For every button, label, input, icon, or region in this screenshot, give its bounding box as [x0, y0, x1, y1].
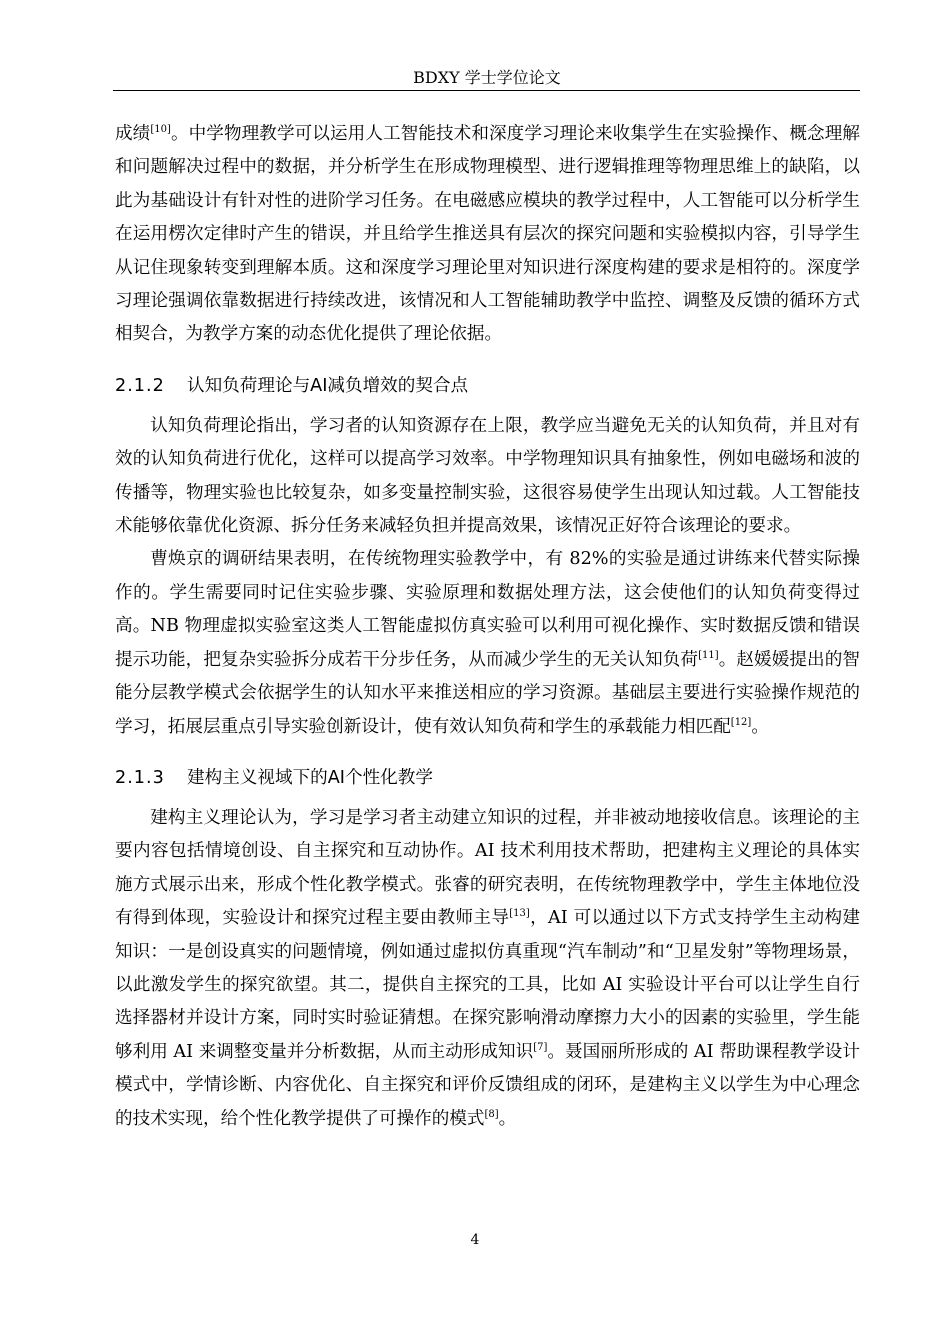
citation-ref: [7]	[533, 1041, 548, 1053]
section-number: 2.1.3	[115, 767, 165, 788]
citation-ref: [10]	[150, 124, 171, 136]
paragraph-text: 曹焕京的调研结果表明，在传统物理实验教学中，有 82%的实验是通过讲练来代替实际操作的。学生需要同时记住实验步骤、实验原理和数据处理方法，这会使他们的认知负荷变得过高。NB 物理虚拟实验室这类人工智能虚拟仿真实验可以利用可视化操作、实时数据反馈和错误提示功能，把复杂实验拆分成若干分步任务，从而减少学生的无关认知负荷	[115, 549, 860, 670]
paragraph-text: 。	[751, 716, 769, 737]
section-title: 建构主义视域下的AI个性化教学	[187, 767, 433, 788]
section-title: 认知负荷理论与AI减负增效的契合点	[187, 375, 469, 396]
section-number: 2.1.2	[115, 375, 165, 396]
paragraph-text: 。赵媛媛提出的智能分层教学模式会依据学生的认知水平来推送相应的学习资源。基础层主要进行实验操作规范的学习，拓展层重点引导实验创新设计，使有效认知负荷和学生的承载能力相匹配	[115, 649, 860, 737]
citation-ref: [8]	[484, 1108, 499, 1120]
body-paragraph	[115, 543, 860, 743]
paragraph-text: 。	[498, 1108, 517, 1129]
citation-ref: [11]	[698, 649, 719, 661]
paragraph-text: 建构主义理论认为，学习是学习者主动建立知识的过程，并非被动地接收信息。该理论的主要内容包括情境创设、自主探究和互动协作。AI 技术利用技术帮助，把建构主义理论的具体实施方式展示出来，形成个性化教学模式。张睿的研究表明，在传统物理教学中，学生主体地位没有得到体现，实验设计和探究过程主要由教师主导	[115, 807, 860, 929]
section-heading	[115, 372, 860, 400]
body-paragraph	[115, 118, 860, 352]
citation-ref: [13]	[509, 908, 530, 920]
paragraph-text: ，AI 可以通过以下方式支持学生主动构建知识：一是创设真实的问题情境，例如通过虚拟仿真重现“汽车制动”和“卫星发射”等物理场景，以此激发学生的探究欲望。其二，提供自主探究的工具，比如 AI 实验设计平台可以让学生自行选择器材并设计方案，同时实时验证猜想。在探究影响滑动摩擦力大小的因素的实验里，学生能够利用 AI 来调整变量并分析数据，从而主动形成知识	[115, 908, 860, 1062]
page-body	[115, 118, 860, 1136]
body-paragraph	[115, 802, 860, 1136]
header-divider	[113, 90, 860, 91]
page-number: 4	[470, 1232, 480, 1248]
paragraph-text: 。聂国丽所形成的 AI 帮助课程教学设计模式中，学情诊断、内容优化、自主探究和评价反馈组成的闭环，是建构主义以学生为中心理念的技术实现，给个性化教学提供了可操作的模式	[115, 1041, 861, 1129]
paragraph-text: 成绩	[115, 124, 151, 144]
section-heading	[115, 764, 860, 792]
body-paragraph	[115, 410, 860, 544]
header-title: BDXY 学士学位论文	[413, 68, 561, 87]
citation-ref: [12]	[730, 716, 752, 728]
paragraph-text: 。中学物理教学可以运用人工智能技术和深度学习理论来收集学生在实验操作、概念理解和问题解决过程中的数据，并分析学生在形成物理模型、进行逻辑推理等物理思维上的缺陷，以此为基础设计有针对性的进阶学习任务。在电磁感应模块的教学过程中，人工智能可以分析学生在运用楞次定律时产生的错误，并且给学生推送具有层次的探究问题和实验模拟内容，引导学生从记住现象转变到理解本质。这和深度学习理论里对知识进行深度构建的要求是相符的。深度学习理论强调依靠数据进行持续改进，该情况和人工智能辅助教学中监控、调整及反馈的循环方式相契合，为教学方案的动态优化提供了理论依据。	[115, 124, 860, 345]
paragraph-text: 认知负荷理论指出，学习者的认知资源存在上限，教学应当避免无关的认知负荷，并且对有效的认知负荷进行优化，这样可以提高学习效率。中学物理知识具有抽象性，例如电磁场和波的传播等，物理实验也比较复杂，如多变量控制实验，这很容易使学生出现认知过载。人工智能技术能够依靠优化资源、拆分任务来减轻负担并提高效果，该情况正好符合该理论的要求。	[115, 415, 860, 537]
